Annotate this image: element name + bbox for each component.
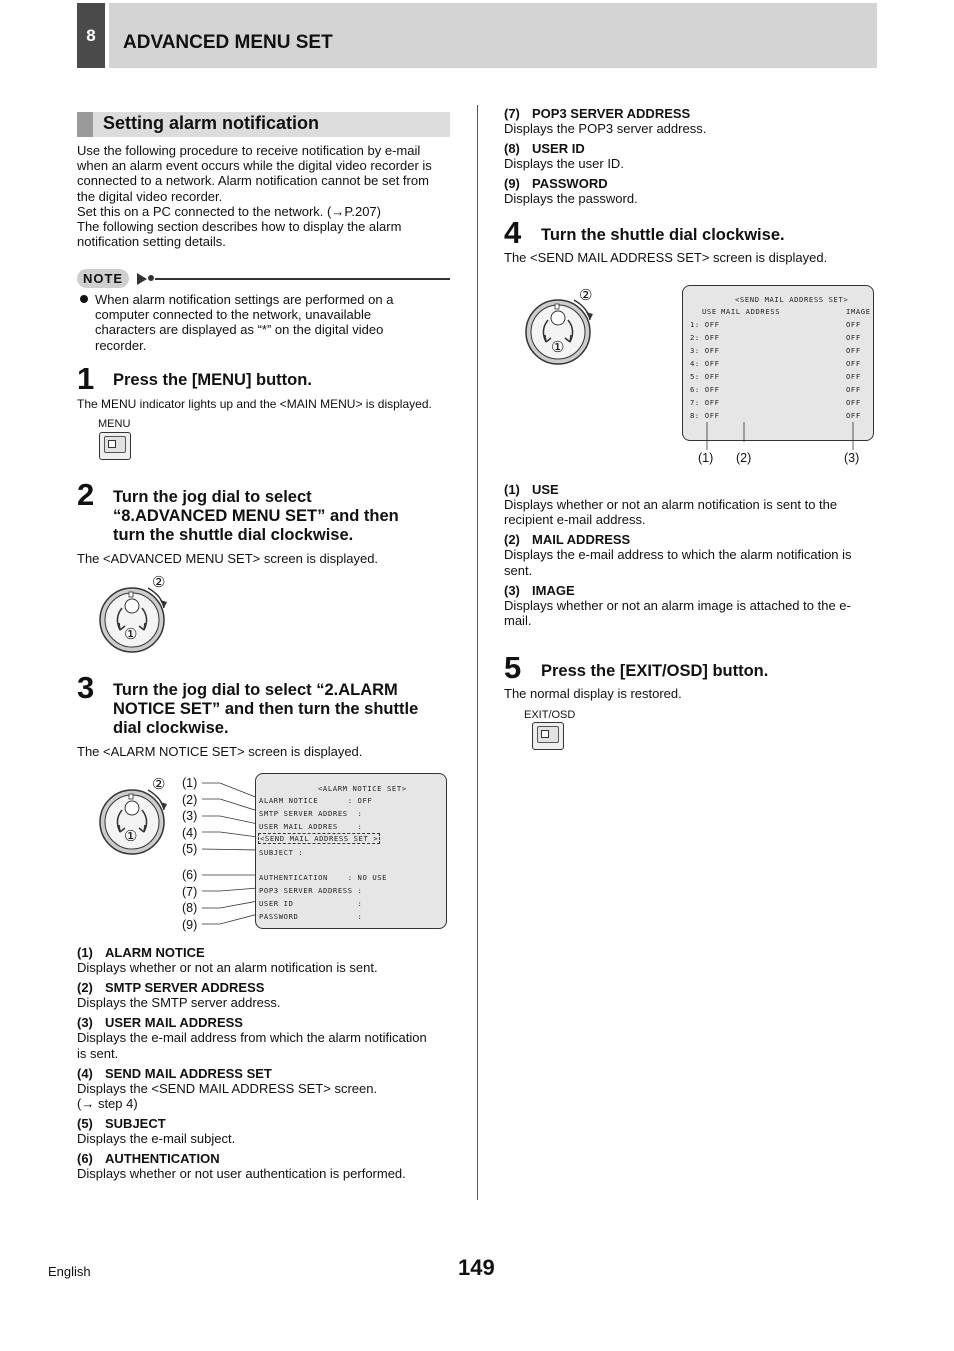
step-desc: The <ALARM NOTICE SET> screen is displayed. <box>77 744 363 759</box>
right-item-list-bottom <box>504 482 876 628</box>
intro-line: Use the following procedure to receive notification by e-mail <box>77 143 421 158</box>
item-heading: (6) AUTHENTICATION <box>77 1151 220 1167</box>
step-desc: The <ADVANCED MENU SET> screen is displayed. <box>77 551 379 566</box>
step-number: 4 <box>504 215 522 250</box>
row-use: 3: OFF <box>690 346 720 355</box>
note-line: computer connected to the network, unavailable <box>95 307 372 323</box>
dial-label-2: ② <box>152 574 166 591</box>
step-desc: The normal display is restored. <box>504 686 682 701</box>
step-title: Press the [EXIT/OSD] button. <box>541 662 769 680</box>
step-title-line: Turn the jog dial to select “2.ALARM <box>113 681 398 699</box>
step-title: Turn the shuttle dial clockwise. <box>541 226 785 244</box>
step-title: Press the [MENU] button. <box>113 371 312 389</box>
row-image: OFF <box>846 333 861 342</box>
intro-line: The following section describes how to display the alarm <box>77 219 402 235</box>
item-desc: Displays the e-mail address to which the alarm notification is <box>504 547 852 563</box>
screen-title: <SEND MAIL ADDRESS SET> <box>735 295 849 304</box>
note-dot-icon <box>148 275 154 281</box>
callout: (3) <box>182 809 198 824</box>
step-number: 5 <box>504 650 522 685</box>
item-desc: Displays whether or not an alarm image is attached to the e- <box>504 597 851 613</box>
column-mail-address: MAIL ADDRESS <box>721 307 781 316</box>
intro-line: Set this on a PC connected to the network. (→P.207) <box>77 203 381 219</box>
dial-label-1: ① <box>551 339 565 356</box>
item-heading: (7) POP3 SERVER ADDRESS <box>504 106 691 121</box>
row-image: OFF <box>846 372 861 381</box>
note-arrow-icon <box>137 273 147 285</box>
item-heading: (2) SMTP SERVER ADDRESS <box>77 980 265 996</box>
alarm-notice-set-screen <box>255 773 447 929</box>
row-use: 6: OFF <box>690 385 720 394</box>
send-leader-lines <box>700 420 860 452</box>
intro-line: connected to a network. Alarm notification cannot be set from <box>77 173 429 189</box>
row-use: 1: OFF <box>690 320 720 329</box>
screen-line: USER ID : <box>259 899 363 908</box>
item-desc: Displays the POP3 server address. <box>504 121 707 136</box>
bullet-icon <box>80 295 88 303</box>
row-image: OFF <box>846 411 861 420</box>
screen-line: SUBJECT : <box>259 848 304 857</box>
left-item-list <box>77 945 457 1182</box>
callout: (2) <box>182 792 198 807</box>
step-title-line: turn the shuttle dial clockwise. <box>113 526 354 544</box>
item-desc: Displays the <SEND MAIL ADDRESS SET> screen. <box>77 1080 378 1096</box>
note-line: recorder. <box>95 337 147 353</box>
intro-text <box>77 143 452 249</box>
column-image: IMAGE <box>846 307 871 316</box>
dial-label-1: ① <box>124 828 138 845</box>
note-text <box>95 292 455 353</box>
item-heading: (1) ALARM NOTICE <box>77 945 205 960</box>
item-desc: Displays the e-mail address from which the alarm notification <box>77 1030 427 1046</box>
menu-button-label: MENU <box>98 418 131 430</box>
row-image: OFF <box>846 385 861 394</box>
callout: (9) <box>182 917 198 932</box>
item-heading: (1) USE <box>504 482 559 497</box>
screen-line: USER MAIL ADDRES : <box>259 822 363 831</box>
exit-osd-button-icon <box>532 722 564 750</box>
item-heading: (8) USER ID <box>504 141 585 157</box>
page-title: ADVANCED MENU SET <box>123 32 333 53</box>
callout: (3) <box>844 451 860 465</box>
item-desc: Displays the user ID. <box>504 156 624 172</box>
right-item-list-top <box>504 106 884 207</box>
item-heading: (5) SUBJECT <box>77 1116 166 1132</box>
note-line: characters are displayed as “*” on the digital video <box>95 322 384 338</box>
send-mail-address-set-screen <box>682 285 874 441</box>
item-heading: (3) USER MAIL ADDRESS <box>77 1015 243 1031</box>
step-desc: The MENU indicator lights up and the <MAIN MENU> is displayed. <box>77 397 432 411</box>
step-title-line: “8.ADVANCED MENU SET” and then <box>113 507 399 525</box>
row-image: OFF <box>846 359 861 368</box>
note-divider <box>155 278 450 280</box>
step-number: 3 <box>77 670 95 705</box>
note-badge: NOTE <box>77 269 129 288</box>
step-title-line: dial clockwise. <box>113 719 229 737</box>
row-use: 4: OFF <box>690 359 720 368</box>
screen-line: POP3 SERVER ADDRESS : <box>259 886 363 895</box>
page-number: 149 <box>458 1255 495 1280</box>
step-number: 1 <box>77 361 95 396</box>
item-desc: is sent. <box>77 1045 119 1061</box>
footer-language: English <box>48 1264 91 1279</box>
column-divider <box>477 105 478 1200</box>
screen-line: ALARM NOTICE : OFF <box>259 796 373 805</box>
item-desc: Displays whether or not user authentication is performed. <box>77 1166 406 1182</box>
item-desc: recipient e-mail address. <box>504 512 646 528</box>
section-title: Setting alarm notification <box>103 113 320 133</box>
callout: (6) <box>182 868 198 882</box>
step-title <box>113 681 458 738</box>
dial-label-2: ② <box>152 776 166 793</box>
step-title-line: Turn the jog dial to select <box>113 488 312 506</box>
item-heading: (3) IMAGE <box>504 582 575 598</box>
chapter-number: 8 <box>77 3 105 68</box>
exit-osd-button-label: EXIT/OSD <box>524 709 576 721</box>
row-use: 2: OFF <box>690 333 720 342</box>
screen-line-selected: <SEND MAIL ADDRESS SET > <box>260 834 379 843</box>
item-desc: Displays whether or not an alarm notification is sent. <box>77 960 378 975</box>
intro-line: the digital video recorder. <box>77 188 223 204</box>
item-desc: Displays whether or not an alarm notification is sent to the <box>504 497 838 512</box>
item-heading: (2) MAIL ADDRESS <box>504 532 631 548</box>
step-title <box>113 488 453 545</box>
screen-title: <ALARM NOTICE SET> <box>318 784 407 793</box>
screen-line: PASSWORD : <box>259 912 363 921</box>
item-desc: Displays the SMTP server address. <box>77 995 281 1011</box>
callout: (2) <box>736 451 752 465</box>
dial-label-2: ② <box>579 287 593 304</box>
note-line: When alarm notification settings are performed on a <box>95 292 394 307</box>
callout: (5) <box>182 842 198 857</box>
callout: (4) <box>182 825 198 840</box>
item-desc: Displays the e-mail subject. <box>77 1131 236 1147</box>
screen-line: AUTHENTICATION : NO USE <box>259 873 388 882</box>
item-desc: mail. <box>504 613 532 629</box>
screen-line: SMTP SERVER ADDRES : <box>259 809 363 818</box>
step-title-line: NOTICE SET” and then turn the shuttle <box>113 700 419 718</box>
row-use: 5: OFF <box>690 372 720 381</box>
item-desc: (→ step 4) <box>77 1096 138 1112</box>
callout: (8) <box>182 901 198 916</box>
row-image: OFF <box>846 398 861 407</box>
alarm-callouts-bottom <box>182 867 197 933</box>
item-heading: (4) SEND MAIL ADDRESS SET <box>77 1065 272 1081</box>
intro-line: notification setting details. <box>77 234 226 250</box>
alarm-leader-lines <box>200 775 260 935</box>
row-image: OFF <box>846 346 861 355</box>
alarm-callouts-top <box>182 775 197 858</box>
callout: (1) <box>698 451 714 465</box>
item-heading: (9) PASSWORD <box>504 176 608 192</box>
item-desc: Displays the password. <box>504 191 638 207</box>
item-desc: sent. <box>504 562 533 578</box>
column-use: USE <box>702 307 717 316</box>
step-desc: The <SEND MAIL ADDRESS SET> screen is displayed. <box>504 250 828 265</box>
section-marker <box>77 112 93 137</box>
callout: (1) <box>182 776 198 790</box>
callout: (7) <box>182 884 198 899</box>
row-use: 8: OFF <box>690 411 720 420</box>
step-number: 2 <box>77 477 95 512</box>
menu-button-icon <box>99 432 131 460</box>
dial-label-1: ① <box>124 626 138 643</box>
intro-line: when an alarm event occurs while the digital video recorder is <box>77 158 432 174</box>
row-image: OFF <box>846 320 861 329</box>
row-use: 7: OFF <box>690 398 720 407</box>
